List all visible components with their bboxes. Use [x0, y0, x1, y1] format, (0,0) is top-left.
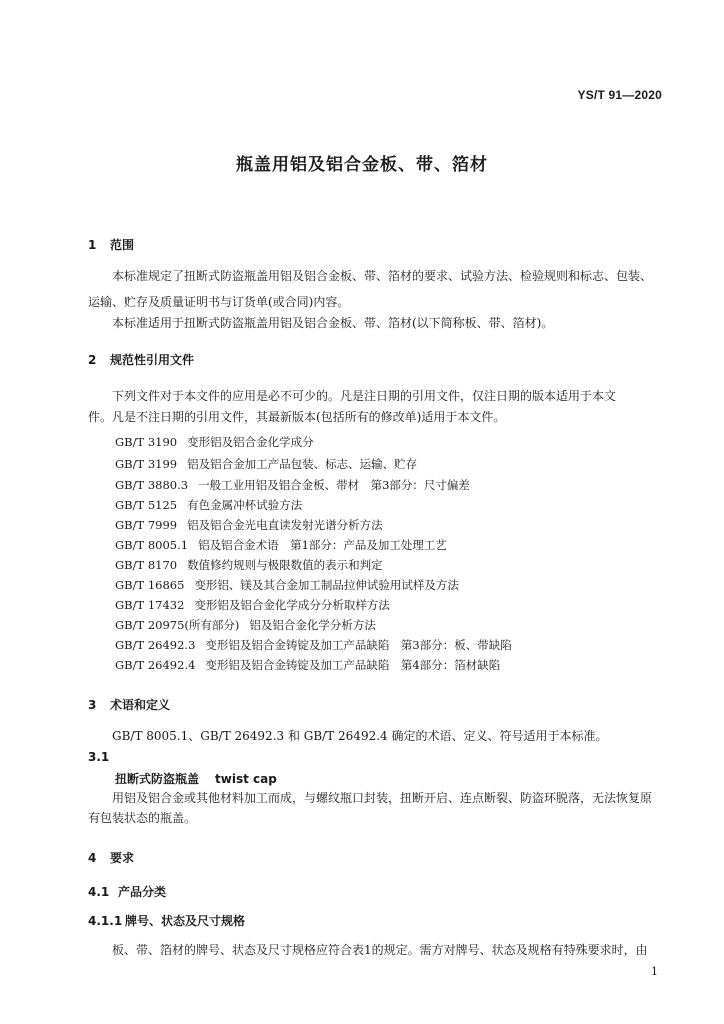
- section-title: 牌号、状态及尺寸规格: [125, 914, 246, 928]
- term-definition: 用铝及铝合金或其他材料加工而成，与螺纹瓶口封装，扭断开启、连点断裂、防盗环脱落，无法恢复原: [112, 791, 653, 805]
- standard-code: YS/T 91—2020: [577, 88, 662, 102]
- section-number: 4: [88, 851, 97, 865]
- reference-item: GB/T 3199 铝及铝合金加工产品包装、标志、运输、贮存: [115, 457, 418, 471]
- section-number: 4.1: [88, 885, 110, 899]
- section-title: 范围: [110, 238, 135, 252]
- term-heading: [115, 770, 277, 787]
- section-number: 3: [88, 698, 97, 712]
- section-number: 4.1.1: [88, 914, 123, 928]
- section-4-1-heading: [88, 883, 166, 900]
- reference-item: GB/T 17432 变形铝及铝合金化学成分分析取样方法: [115, 598, 390, 612]
- clause-3-1-number: 3.1: [88, 750, 110, 764]
- references-intro-cont: 件。凡是不注日期的引用文件，其最新版本(包括所有的修改单)适用于本文件。: [88, 410, 506, 424]
- section-title: 规范性引用文件: [110, 353, 195, 367]
- document-title: 瓶盖用铝及铝合金板、带、箔材: [236, 155, 488, 175]
- reference-item: GB/T 3190 变形铝及铝合金化学成分: [115, 435, 314, 449]
- reference-item: GB/T 8170 数值修约规则与极限数值的表示和判定: [115, 558, 383, 572]
- references-intro: 下列文件对于本文件的应用是必不可少的。凡是注日期的引用文件，仅注日期的版本适用于本文: [112, 389, 617, 403]
- reference-item: GB/T 20975(所有部分) 铝及铝合金化学分析方法: [115, 618, 376, 632]
- reference-item: GB/T 16865 变形铝、镁及其合金加工制品拉伸试验用试样及方法: [115, 578, 459, 592]
- section-title: 产品分类: [118, 885, 167, 899]
- reference-item: GB/T 7999 铝及铝合金光电直读发射光谱分析方法: [115, 518, 383, 532]
- scope-paragraph-2: 本标准适用于扭断式防盗瓶盖用铝及铝合金板、带、箔材(以下简称板、带、箔材)。: [112, 316, 554, 330]
- terms-intro: GB/T 8005.1、GB/T 26492.3 和 GB/T 26492.4 确定的术语、定义、符号适用于本标准。: [112, 729, 608, 743]
- term-english: twist cap: [215, 772, 277, 786]
- scope-paragraph-1: 本标准规定了扭断式防盗瓶盖用铝及铝合金板、带、箔材的要求、试验方法、检验规则和标志、包装、: [112, 269, 653, 283]
- scope-paragraph-1-cont: 运输、贮存及质量证明书与订货单(或合同)内容。: [88, 295, 350, 309]
- reference-item: GB/T 26492.3 变形铝及铝合金铸锭及加工产品缺陷 第3部分：板、带缺陷: [115, 638, 512, 652]
- section-number: 2: [88, 353, 97, 367]
- section-2-heading: [88, 351, 194, 368]
- page-number: 1: [651, 965, 658, 978]
- term-definition-cont: 有包装状态的瓶盖。: [88, 811, 197, 825]
- section-3-heading: [88, 696, 170, 713]
- section-number: 1: [88, 238, 97, 252]
- section-4-1-1-paragraph: 板、带、箔材的牌号、状态及尺寸规格应符合表1的规定。需方对牌号、状态及规格有特殊要求时，由: [112, 943, 648, 957]
- reference-item: GB/T 5125 有色金属冲杯试验方法: [115, 498, 303, 512]
- section-4-1-1-heading: [88, 912, 245, 929]
- section-title: 术语和定义: [110, 698, 171, 712]
- term-chinese: 扭断式防盗瓶盖: [115, 772, 200, 786]
- reference-item: GB/T 8005.1 铝及铝合金术语 第1部分：产品及加工处理工艺: [115, 538, 447, 552]
- reference-item: GB/T 26492.4 变形铝及铝合金铸锭及加工产品缺陷 第4部分：箔材缺陷: [115, 658, 501, 672]
- reference-item: GB/T 3880.3 一般工业用铝及铝合金板、带材 第3部分：尺寸偏差: [115, 478, 470, 492]
- section-1-heading: [88, 236, 134, 253]
- section-title: 要求: [110, 851, 135, 865]
- section-4-heading: [88, 849, 134, 866]
